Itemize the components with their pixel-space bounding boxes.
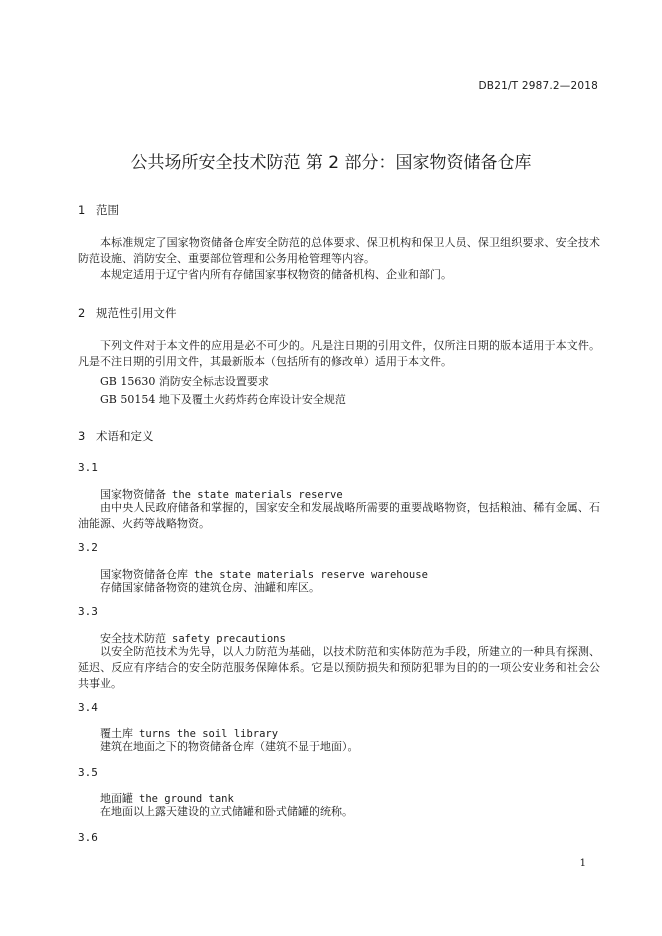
term-definition: 由中央人民政府储备和掌握的，国家安全和发展战略所需要的重要战略物资，包括粮油、稀有金属、石油能源、火药等战略物资。 [78, 501, 600, 530]
term-zh: 国家物资储备 [100, 488, 166, 501]
term-zh: 国家物资储备仓库 [100, 568, 188, 581]
term-definition: 建筑在地面之下的物资储备仓库（建筑不显于地面）。 [100, 740, 359, 753]
section-number: 1 [78, 203, 86, 217]
term-en: safety precautions [172, 633, 286, 645]
term-number: 3.3 [78, 605, 98, 618]
document-title: 公共场所安全技术防范 第 2 部分：国家物资储备仓库 [130, 153, 532, 173]
term-en: the state materials reserve warehouse [194, 569, 428, 581]
section-heading-scope [78, 202, 119, 218]
term-en: turns the soil library [139, 728, 279, 740]
section-heading-references [78, 305, 177, 321]
term-zh: 地面罐 [100, 792, 133, 805]
section-number: 3 [78, 429, 86, 443]
term-zh: 覆土库 [100, 727, 133, 740]
scope-paragraph-1: 本标准规定了国家物资储备仓库安全防范的总体要求、保卫机构和保卫人员、保卫组织要求、安全技术防范设施、消防安全、重要部位管理和公务用枪管理等内容。 [78, 236, 600, 265]
page-number: 1 [579, 858, 586, 869]
section-title: 范围 [96, 203, 119, 217]
section-title: 规范性引用文件 [96, 306, 177, 320]
term-en: the state materials reserve [172, 489, 343, 501]
term-en: the ground tank [139, 793, 234, 805]
references-intro: 下列文件对于本文件的应用是必不可少的。凡是注日期的引用文件，仅所注日期的版本适用于本文件。凡是不注日期的引用文件，其最新版本（包括所有的修改单）适用于本文件。 [78, 339, 600, 368]
reference-item: GB 50154 地下及覆土火药炸药仓库设计安全规范 [100, 393, 346, 406]
section-heading-terms [78, 428, 154, 444]
term-definition: 在地面以上露天建设的立式储罐和卧式储罐的统称。 [100, 805, 353, 818]
section-title: 术语和定义 [96, 429, 154, 443]
term-number: 3.5 [78, 766, 98, 779]
term-zh: 安全技术防范 [100, 632, 166, 645]
section-number: 2 [78, 306, 86, 320]
term-definition: 存储国家储备物资的建筑仓房、油罐和库区。 [100, 581, 320, 594]
term-definition: 以安全防范技术为先导，以人力防范为基础，以技术防范和实体防范为手段，所建立的一种具有探测、延迟、反应有序结合的安全防范服务保障体系。它是以预防损失和预防犯罪为目的的一项公安业务和社会公共事业。 [78, 645, 600, 690]
scope-paragraph-2: 本规定适用于辽宁省内所有存储国家事权物资的储备机构、企业和部门。 [100, 268, 452, 281]
term-number: 3.6 [78, 831, 98, 844]
term-number: 3.1 [78, 461, 98, 474]
term-number: 3.2 [78, 541, 98, 554]
reference-item: GB 15630 消防安全标志设置要求 [100, 375, 269, 388]
term-number: 3.4 [78, 701, 98, 714]
document-code: DB21/T 2987.2—2018 [478, 80, 598, 92]
